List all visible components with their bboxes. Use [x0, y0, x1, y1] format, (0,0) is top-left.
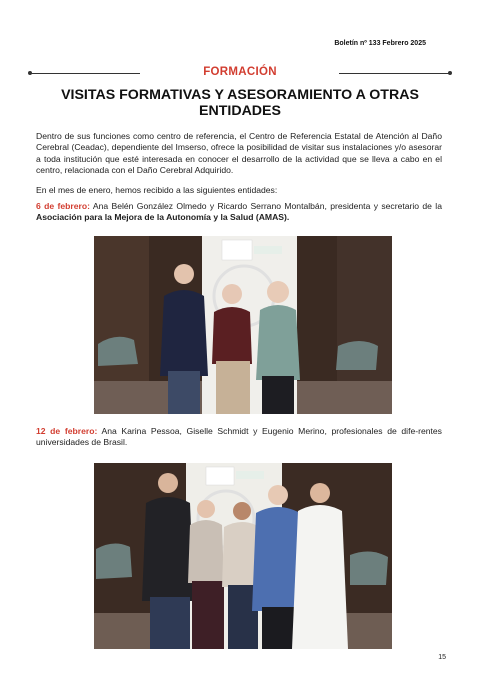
- visit-2-paragraph: [36, 426, 442, 449]
- visit-1-org: Asociación para la Mejora de la Autonomía y la Salud (AMAS).: [36, 212, 290, 223]
- photo-visit-2-image: [94, 463, 392, 649]
- page-number: 15: [438, 654, 446, 661]
- visit-2-date: 12 de febrero:: [36, 426, 98, 436]
- photo-visit-1-image: [94, 236, 392, 414]
- article-title: VISITAS FORMATIVAS Y ASESORAMIENTO A OTRAS ENTIDADES: [61, 87, 419, 119]
- visit-2-text: Ana Karina Pessoa, Giselle Schmidt y Eugenio Merino, profesionales de dife-rentes universidades de Brasil.: [36, 426, 442, 448]
- visit-1-date: 6 de febrero:: [36, 201, 90, 211]
- month-note: En el mes de enero, hemos recibido a las siguientes entidades:: [36, 185, 278, 195]
- visit-1-paragraph: [36, 201, 442, 224]
- photo-visit-1: [94, 236, 392, 414]
- rule-line-right: [339, 73, 449, 74]
- intro-paragraph: Dentro de sus funciones como centro de referencia, el Centro de Referencia Estatal de Atención al Daño Cerebral (Ceadac), dependiente del Imserso, ofrece la posibilidad de visitar sus instalaciones y/o asesorar a toda institución que esté interesada en conocer el desarrollo de la actividad que se lleva a cabo en el centro, relacionada con el Daño Cerebral Adquirido.: [36, 131, 442, 175]
- section-label: FORMACIÓN: [203, 66, 277, 78]
- photo-visit-2: [94, 463, 392, 649]
- rule-dot-right: [448, 71, 452, 75]
- bulletin-header: Boletín nº 133 Febrero 2025: [334, 40, 426, 47]
- visit-1-text: Ana Belén González Olmedo y Ricardo Serrano Montalbán, presidenta y secretario de la: [89, 201, 442, 211]
